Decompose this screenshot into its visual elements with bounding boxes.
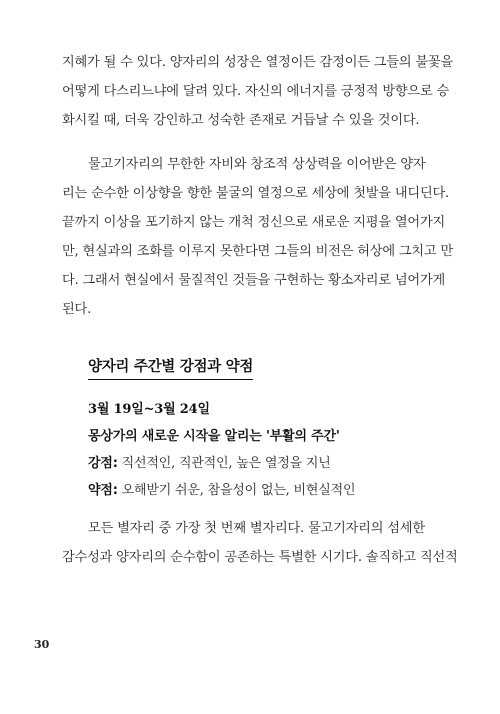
weaknesses-row [88, 477, 428, 504]
week-subtitle: 몽상가의 새로운 시작을 알리는 '부활의 주간' [88, 429, 340, 444]
text-line: 만, 현실과의 조화를 이루지 못한다면 그들의 비전은 허상에 그치고 만 [62, 244, 454, 259]
date-range: 3월 19일~3월 24일 [88, 402, 210, 417]
weaknesses-text: 오해받기 쉬운, 참을성이 없는, 비현실적인 [117, 483, 356, 498]
strengths-row [88, 450, 428, 477]
text-line: 화시킬 때, 더욱 강인하고 성숙한 존재로 거듭날 수 있을 것이다. [62, 113, 420, 128]
strengths-label: 강점: [88, 456, 118, 471]
paragraph-2 [62, 150, 454, 324]
paragraph-1 [62, 48, 454, 135]
text-line: 모든 별자리 중 가장 첫 번째 별자리다. 물고기자리의 섬세한 [88, 521, 425, 536]
text-line: 감수성과 양자리의 순수함이 공존하는 특별한 시기다. 솔직하고 직선적 [62, 550, 458, 565]
text-line: 물고기자리의 무한한 자비와 창조적 상상력을 이어받은 양자 [88, 157, 426, 172]
paragraph-3 [62, 514, 458, 572]
text-line: 리는 순수한 이상향을 향한 불굴의 열정으로 세상에 첫발을 내디딘다. [62, 186, 450, 201]
text-line: 어떻게 다스리느냐에 달려 있다. 자신의 에너지를 긍정적 방향으로 승 [62, 84, 450, 99]
weekly-profile [88, 396, 428, 504]
strengths-text: 직선적인, 직관적인, 높은 열정을 지닌 [117, 456, 331, 471]
text-line: 끝까지 이상을 포기하지 않는 개척 정신으로 새로운 지평을 열어가지 [62, 215, 446, 230]
text-line: 다. 그래서 현실에서 물질적인 것들을 구현하는 황소자리로 넘어가게 [62, 273, 446, 288]
text-line: 된다. [62, 302, 92, 317]
text-line: 지혜가 될 수 있다. 양자리의 성장은 열정이든 감정이든 그들의 불꽃을 [62, 55, 454, 70]
page-number: 30 [34, 638, 50, 651]
weaknesses-label: 약점: [88, 483, 118, 498]
section-heading: 양자리 주간별 강점과 약점 [88, 355, 253, 380]
